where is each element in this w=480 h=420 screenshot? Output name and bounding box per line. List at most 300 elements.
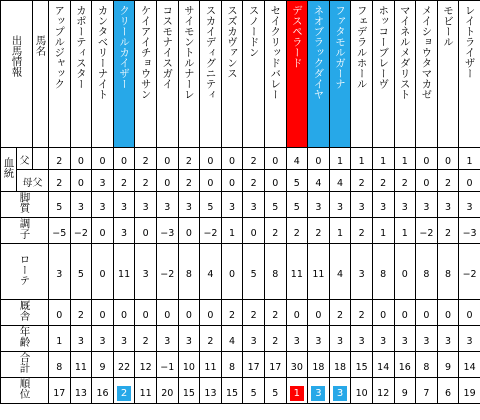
value: 1 [56,336,63,347]
value: 3 [185,336,192,347]
value: 2 [250,178,257,189]
value: 2 [272,336,279,347]
value: 11 [118,269,131,280]
value: 3 [380,336,387,347]
rank-badge: 2 [117,386,131,401]
value: 8 [272,269,279,280]
value: 0 [423,178,430,189]
value-cell [113,148,135,170]
value: 3 [164,202,171,213]
value: 3 [466,336,473,347]
value: 2 [380,178,387,189]
value: 3 [444,202,451,213]
value: 15 [226,388,239,399]
value: 0 [444,310,451,321]
value: 0 [99,310,106,321]
value-cell [243,148,265,170]
value: 3 [99,178,106,189]
value: 4 [315,178,322,189]
value-cell [178,300,200,326]
value-cell [286,170,308,192]
value-cell [200,192,222,218]
value-cell [113,218,135,244]
value: 3 [315,336,322,347]
value: 0 [423,310,430,321]
row-label: 合計 [18,352,31,373]
header-row [1,1,480,148]
horse-name-cell [178,1,200,148]
value-cell [329,300,351,326]
value: 0 [229,178,236,189]
group-label: 血統 [2,157,15,178]
value: 13 [204,388,217,399]
value-cell [286,244,308,300]
value-cell [308,326,330,352]
value-cell [243,378,265,404]
value: 0 [272,178,279,189]
value-cell [264,300,286,326]
value: 2 [185,156,192,167]
value-cell [92,218,114,244]
value-cell [49,218,71,244]
horse-name-cell [459,1,480,148]
value-cell [351,300,373,326]
value: 2 [207,336,214,347]
horse-name-cell [416,1,438,148]
value-cell [200,218,222,244]
value: 5 [272,388,279,399]
value: 6 [444,388,451,399]
horse-name: ホッコーブレーヴ [377,5,390,89]
value: 2 [185,178,192,189]
value-cell [49,244,71,300]
value: 11 [139,388,152,399]
value-cell [351,148,373,170]
value-cell [264,218,286,244]
value-cell [416,326,438,352]
value-cell [49,326,71,352]
value-cell [308,352,330,378]
value: −2 [419,228,434,239]
data-row [1,192,480,218]
value: 5 [293,202,300,213]
value: 0 [250,228,257,239]
value-cell [178,326,200,352]
value: 8 [185,269,192,280]
value-cell [178,378,200,404]
horse-name: スノードン [247,5,260,58]
value-cell [156,352,178,378]
value: 2 [315,228,322,239]
value-cell [394,300,416,326]
value-cell [437,300,459,326]
value: 5 [293,178,300,189]
row-label-spacer [33,148,49,170]
value: −2 [73,228,88,239]
horse-name: アップルジャック [53,5,66,89]
value: 3 [142,269,149,280]
horse-name-cell [49,1,71,148]
value-cell [264,170,286,192]
value: 0 [401,310,408,321]
horse-name-label: 馬名 [34,35,47,56]
value-cell [70,148,92,170]
value: 4 [293,156,300,167]
value: 3 [77,202,84,213]
value: 5 [250,388,257,399]
value-cell [416,192,438,218]
value-cell [329,378,351,404]
row-label-cell [17,170,49,192]
value: 2 [336,310,344,321]
value: 30 [290,362,303,373]
value-cell [394,170,416,192]
horse-name: デスペラード [290,5,303,68]
value: 11 [204,362,217,373]
value-cell [437,352,459,378]
value-cell [437,378,459,404]
value-cell [200,244,222,300]
value-cell [459,352,480,378]
value: 2 [358,178,365,189]
value-cell [308,300,330,326]
value: 3 [358,202,365,213]
value: 3 [56,269,63,280]
horse-name: カポーティスター [74,5,87,89]
value-cell [416,148,438,170]
value-cell [113,378,135,404]
value-cell [178,170,200,192]
value: 8 [229,362,236,373]
value: 1 [358,156,365,167]
value-cell [70,352,92,378]
value-cell [351,170,373,192]
value-cell [459,148,480,170]
rank-badge: 3 [311,386,325,401]
horse-name: サイモントルナーレ [182,5,195,100]
value-cell [286,352,308,378]
value-cell [156,170,178,192]
value-cell [113,244,135,300]
horse-name-cell [394,1,416,148]
value: 0 [185,310,192,321]
value: 3 [250,202,257,213]
horse-name: モビール [441,5,454,47]
value-cell [329,326,351,352]
value: 18 [312,362,325,373]
value: 0 [315,310,322,321]
value: 3 [99,202,106,213]
row-label: 脚質 [18,192,31,213]
value-cell [308,148,330,170]
value-cell [437,148,459,170]
value-cell [329,218,351,244]
value-cell [264,378,286,404]
value-cell [286,300,308,326]
value: 0 [164,178,171,189]
value: 5 [207,202,214,213]
value: 2 [250,156,257,167]
value: 2 [358,228,365,239]
row-label: 父 [19,156,30,167]
horse-name: スズカヴァンス [226,5,239,79]
value-cell [243,244,265,300]
row-label-cell [1,244,49,300]
value: 13 [74,388,87,399]
value-cell [221,378,243,404]
row-label: 厩舎 [18,300,31,321]
value: 12 [139,362,152,373]
row-label-cell [1,378,49,404]
value-cell [49,192,71,218]
value-cell [200,300,222,326]
value-cell [372,244,394,300]
value-cell [394,192,416,218]
value: 2 [250,310,257,321]
horse-name: ケイアイチョウサン [139,5,152,100]
value: 14 [463,362,476,373]
row-label-cell [1,352,49,378]
data-row [1,352,480,378]
horse-name-cell [437,1,459,148]
value: 3 [336,336,344,347]
value-cell [308,218,330,244]
value-cell [394,378,416,404]
value: 0 [401,269,408,280]
data-row [1,378,480,404]
value: 10 [355,388,368,399]
value: 16 [398,362,411,373]
value: 0 [466,178,473,189]
value: 0 [77,156,84,167]
value-cell [329,352,351,378]
value: 14 [377,362,390,373]
value-cell [243,326,265,352]
value: 0 [293,310,300,321]
value: 2 [272,310,279,321]
value: 0 [423,156,430,167]
horse-name: セイクリッドバレー [269,5,282,100]
value: 0 [229,269,236,280]
horse-name-cell [286,1,308,148]
value-cell [308,378,330,404]
value-cell [394,148,416,170]
value-cell [459,326,480,352]
value-cell [372,170,394,192]
value: 2 [401,178,408,189]
value: 8 [423,362,430,373]
value-cell [92,300,114,326]
value-cell [264,326,286,352]
value-cell [372,378,394,404]
value-cell [70,326,92,352]
value: 0 [77,178,84,189]
value-cell [286,218,308,244]
value-cell [135,352,157,378]
value: 0 [229,156,236,167]
value: 3 [250,336,257,347]
value: 0 [164,310,171,321]
value: 2 [142,336,149,347]
value: 15 [355,362,368,373]
value-cell [135,300,157,326]
value: 1 [229,228,236,239]
value: 17 [53,388,66,399]
horse-name-cell [92,1,114,148]
value-cell [264,352,286,378]
row-label: 年齢 [18,326,31,347]
value: 2 [358,310,365,321]
value: 3 [444,336,451,347]
value-cell [156,148,178,170]
value-cell [351,352,373,378]
row-label: ローテ [18,253,31,286]
horse-name: メイショウタマカゼ [420,5,433,100]
value: 11 [74,362,87,373]
value: 1 [336,156,344,167]
data-row [1,148,480,170]
value-cell [286,326,308,352]
group-label-cell [1,148,17,192]
rank-badge: 1 [290,386,304,401]
row-label-cell [1,192,49,218]
value: 2 [142,178,149,189]
value-cell [92,378,114,404]
value-cell [372,218,394,244]
horse-name-cell [372,1,394,148]
value-cell [416,352,438,378]
horse-name-cell [221,1,243,148]
value-cell [178,352,200,378]
value-cell [416,244,438,300]
value: 17 [269,362,282,373]
value: 3 [380,202,387,213]
value-cell [135,170,157,192]
value: 0 [185,228,192,239]
value-cell [372,148,394,170]
value-cell [92,326,114,352]
value-cell [113,192,135,218]
value-cell [221,148,243,170]
value: 3 [401,202,408,213]
value-cell [351,326,373,352]
value-cell [200,326,222,352]
value-cell [437,170,459,192]
value-cell [135,244,157,300]
value-cell [264,148,286,170]
value-cell [372,192,394,218]
value-cell [243,300,265,326]
value: 19 [463,388,476,399]
value-cell [394,326,416,352]
value: 3 [121,228,128,239]
value-cell [92,352,114,378]
value-cell [156,300,178,326]
value-cell [351,244,373,300]
value-cell [329,244,351,300]
value-cell [459,170,480,192]
value: 3 [229,202,236,213]
value-cell [308,192,330,218]
value: 0 [121,310,128,321]
value: 3 [423,336,430,347]
value-cell [200,378,222,404]
value-cell [264,244,286,300]
value-cell [70,300,92,326]
horse-name: クリールカイザー [118,5,131,89]
value-cell [70,244,92,300]
value: 5 [272,202,279,213]
value: 2 [444,178,451,189]
value-cell [92,192,114,218]
value: 3 [185,202,192,213]
value: 4 [336,178,344,189]
value-cell [372,300,394,326]
value: 5 [250,269,257,280]
value-cell [70,192,92,218]
value: 3 [142,202,149,213]
value: 2 [229,310,236,321]
value-cell [156,244,178,300]
value: 2 [56,178,63,189]
value: 0 [315,156,322,167]
value: 4 [207,269,214,280]
value-cell [49,352,71,378]
value: 0 [444,156,451,167]
value: 3 [358,269,365,280]
value: 0 [99,156,106,167]
value-cell [416,378,438,404]
value-cell [135,192,157,218]
value: 2 [293,228,300,239]
value: 0 [99,269,106,280]
value: 0 [466,310,473,321]
value: 3 [164,336,171,347]
value-cell [394,244,416,300]
value: 15 [182,388,195,399]
rank-badge: 3 [333,386,347,401]
horse-name-cell [243,1,265,148]
value-cell [416,218,438,244]
value-cell [135,326,157,352]
horse-name: コスモナイスガイ [161,5,174,89]
value-cell [92,148,114,170]
value-cell [113,300,135,326]
value-cell [113,352,135,378]
value: 3 [423,202,430,213]
horse-info-label: 出馬情報 [10,35,23,77]
horse-name: ネオブラックダイヤ [312,5,325,100]
value-cell [286,148,308,170]
horse-name: スカイディグニティ [204,5,217,100]
value-cell [49,148,71,170]
value: 0 [207,178,214,189]
horse-name-cell [200,1,222,148]
value-cell [156,192,178,218]
horse-name-cell [264,1,286,148]
value-cell [394,352,416,378]
value-cell [113,326,135,352]
value-cell [49,300,71,326]
data-row [1,218,480,244]
value: 0 [56,310,63,321]
value: 0 [121,156,128,167]
value-cell [372,326,394,352]
value: 18 [333,362,347,373]
horse-name-cell [113,1,135,148]
value-cell [243,170,265,192]
value: 9 [444,362,451,373]
